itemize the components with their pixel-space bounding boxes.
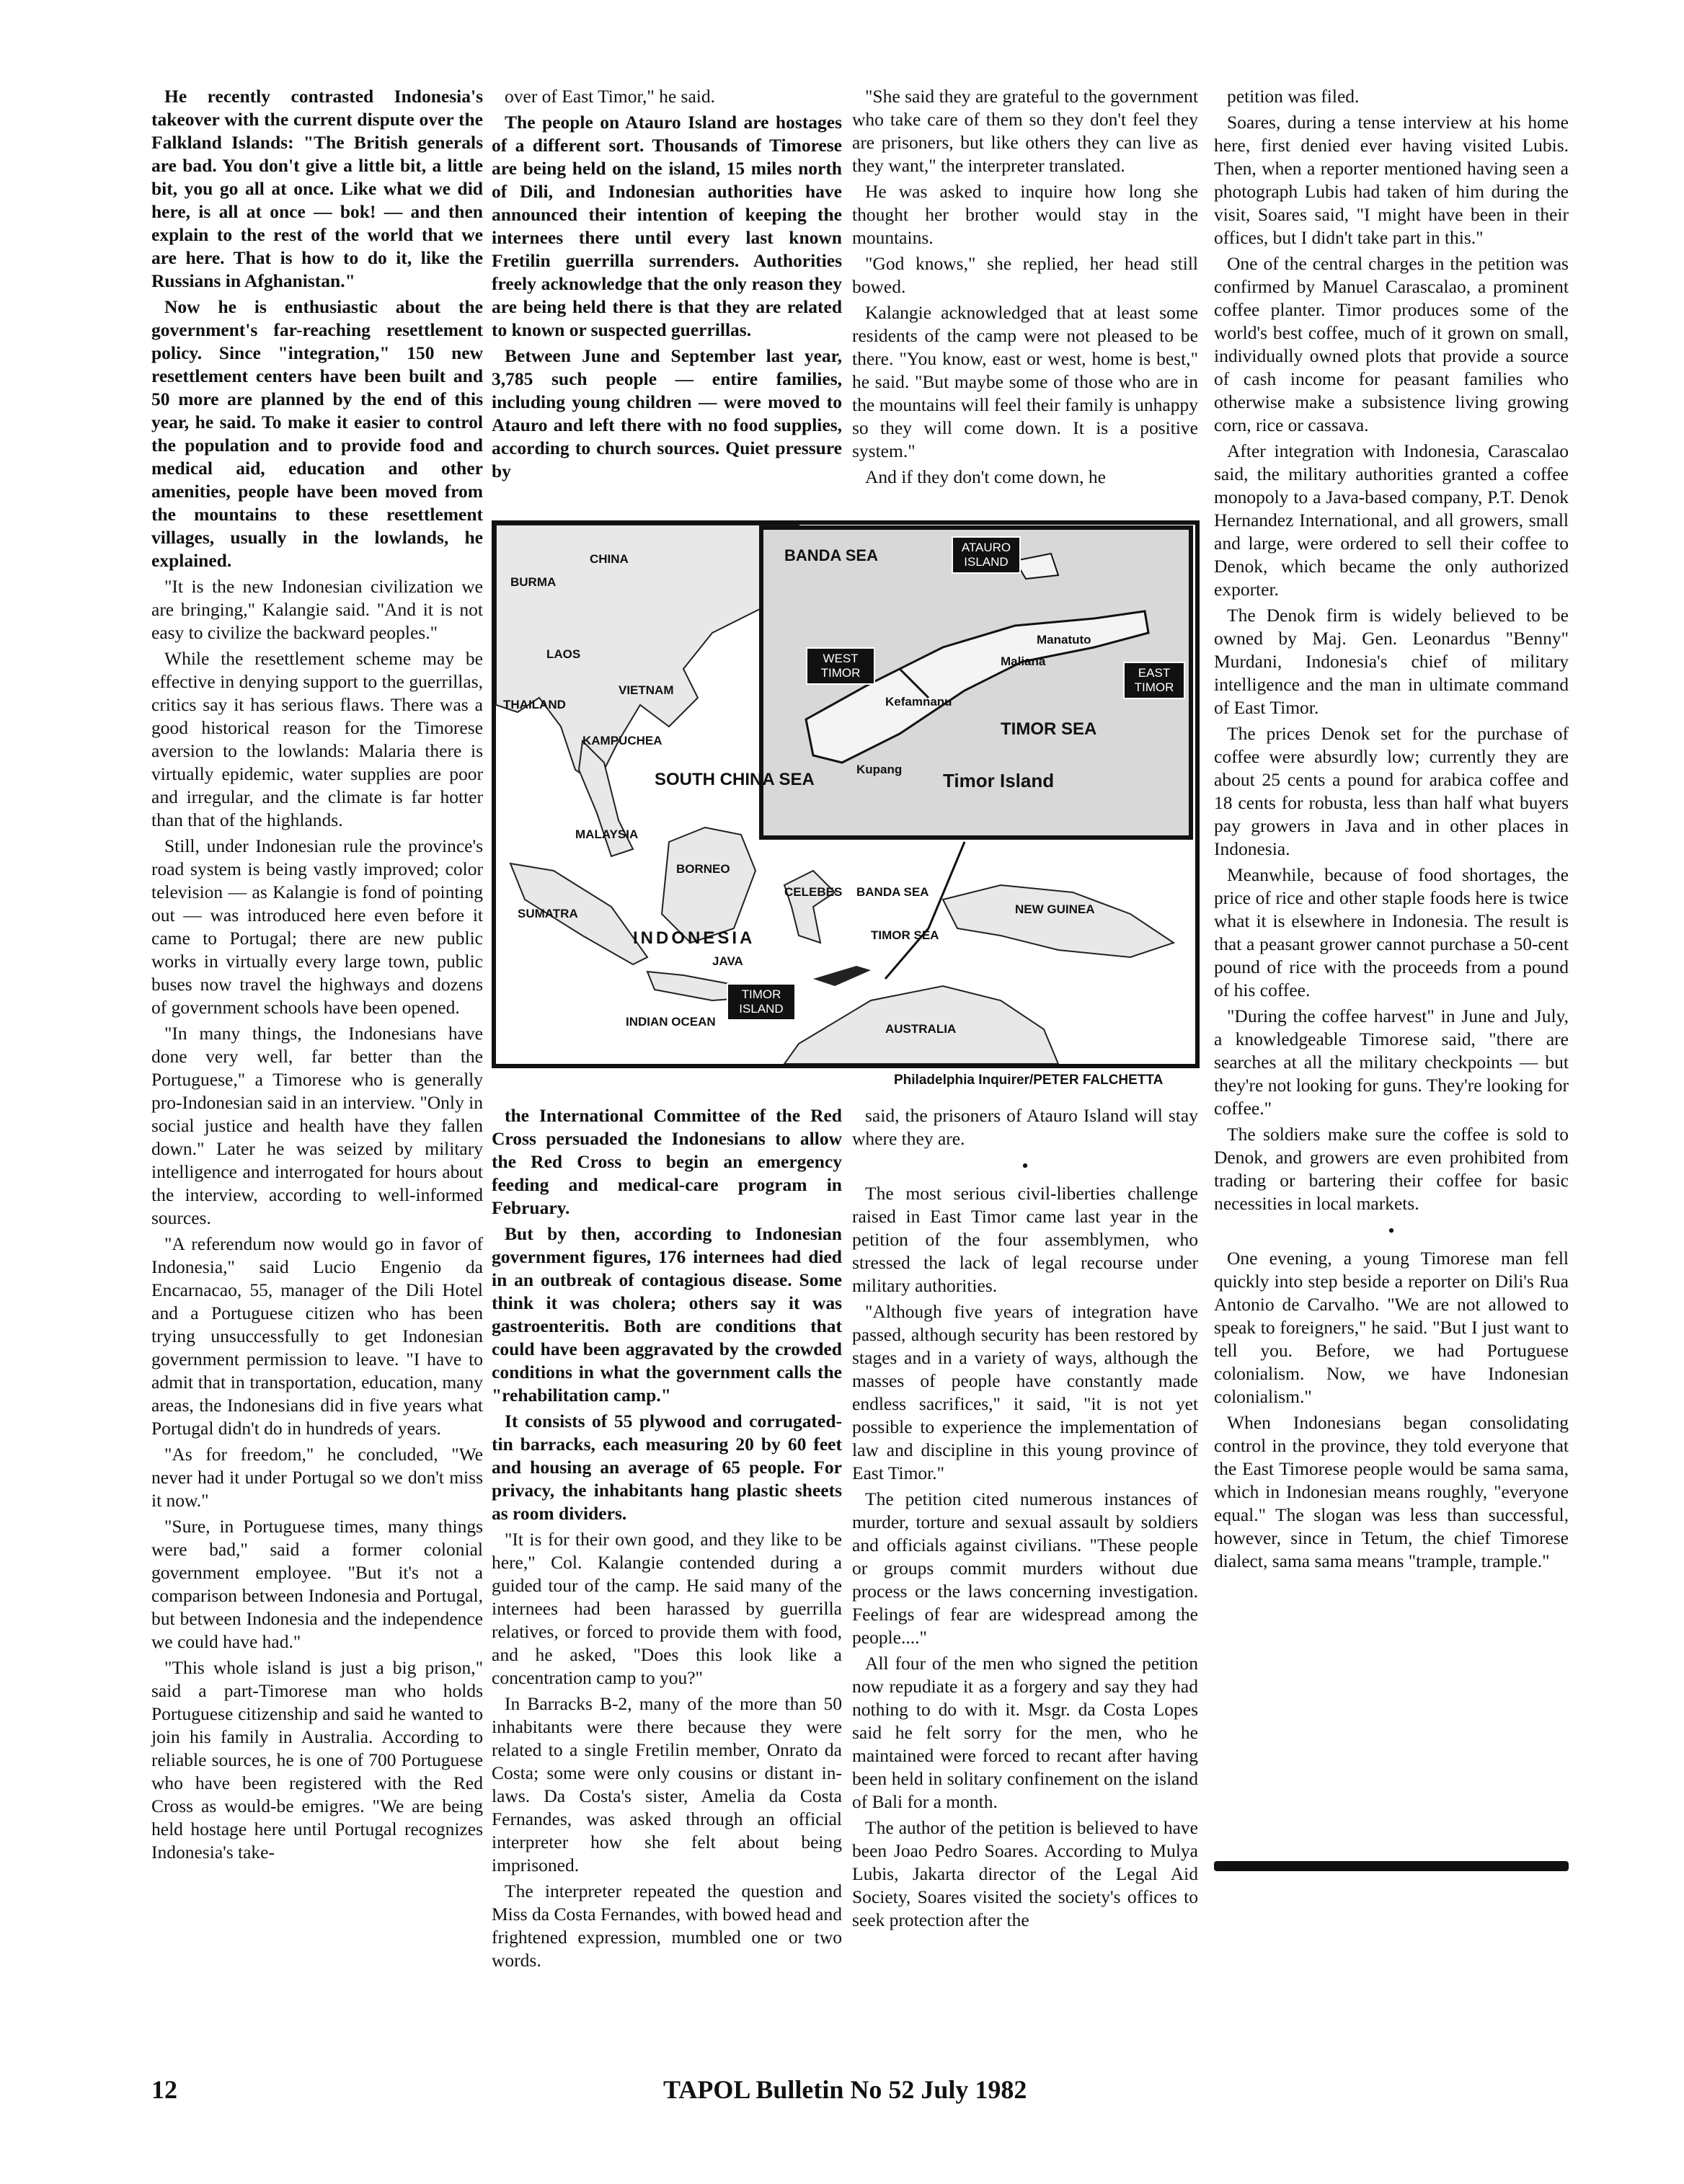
paragraph: "A referendum now would go in favor of Indonesia," said Lucio Engenio da Encarnacao, 55, manager of the Dili Hotel and a Portuguese citizen who has been trying unsuccessfully to get Indonesian government permission to leave. "I have to admit that in transportation, education, many areas, the Indonesians did in five years what Portugal didn't do in hundreds of years. [151,1233,483,1439]
paragraph: The most serious civil-liberties challenge raised in East Timor came last year in the petition of the four assemblymen, who stressed the lack of legal recourse under military authorities. [852,1183,1198,1296]
column-4 [1214,85,1569,1576]
map-label: INDONESIA [633,928,755,948]
paragraph: The author of the petition is believed to have been Joao Pedro Soares. According to Mulya Lubis, Jakarta director of the Legal Aid Society, Soares visited the society's offices to seek protection after the [852,1817,1198,1930]
paragraph: "This whole island is just a big prison," said a part-Timorese man who holds Portuguese citizenship and said he wanted to join his family in Australia. According to reliable sources, he is one of 700 Portuguese who have been registered with the Red Cross as would-be emigres. "We are being held hostage here until Portugal recognizes Indonesia's take- [151,1657,483,1863]
paragraph: "It is for their own good, and they like to be here," Col. Kalangie contended during a guided tour of the camp. He said many of the internees had been harassed by guerrilla relatives, or forced to provide them with food, and he asked, "Does this look like a concentration camp to you?" [492,1529,842,1688]
paragraph: Soares, during a tense interview at his home here, first denied ever having visited Lubis. Then, when a reporter mentioned having seen a photograph Lubis had taken of him during the visit, Soares said, "I might have been in their offices, but I didn't take part in this." [1214,112,1569,248]
paragraph: In Barracks B-2, many of the more than 50 inhabitants were there because they were related to a single Fretilin member, Onrato da Costa; some were only cousins or distant in-laws. Da Costa's sister, Amelia da Costa Fernandes, was asked through an official interpreter how she felt about being imprisoned. [492,1693,842,1876]
paragraph: One of the central charges in the petition was confirmed by Manuel Carascalao, a prominent coffee planter. Timor produces some of the world's best coffee, much of it grown on small, individually owned plots that provide a source of cash income for peasant families who otherwise make a subsistence living growing corn, rice or cassava. [1214,253,1569,435]
paragraph: said, the prisoners of Atauro Island will stay where they are. [852,1105,1198,1149]
map-label: KAMPUCHEA [582,734,662,747]
paragraph: "During the coffee harvest" in June and July, a knowledgeable Timorese said, "there are searches at all the military checkpoints — but they're not looking for guns. They're looking for coffee." [1214,1006,1569,1119]
paragraph: "Although five years of integration have passed, although security has been restored by stages and in a variety of ways, although the masses of people have constantly made endless sacrifices," it said, "it is not yet possible to experience the implementation of law and discipline in this young province of East Timor." [852,1301,1198,1483]
paragraph: When Indonesians began consolidating control in the province, they told everyone that the East Timorese people would be sama sama, which in Indonesian means roughly, "everyone equal." The slogan was less than successful, however, since in Tetum, the chief Timorese dialect, sama sama means "trample, trample." [1214,1412,1569,1571]
column-3-bottom [852,1104,1198,1935]
paragraph: The petition cited numerous instances of murder, torture and sexual assault by soldiers and officials against civilians. "These people or groups commit murders without due process or the laws concerning investigation. Feelings of fear are widespread among the people...." [852,1488,1198,1648]
paragraph: But by then, according to Indonesian government figures, 176 internees had died in an outbreak of contagious disease. Some think it was cholera; others say it was gastroenteritis. Both are conditions that could have been aggravated by the crowded conditions in what the government calls the "rehabilitation camp." [492,1223,842,1406]
paragraph: "It is the new Indonesian civilization we are bringing," Kalangie said. "And it is not easy to civilize the backward peoples." [151,576,483,643]
map-label: Kupang [856,763,903,776]
map-label: NEW GUINEA [1015,902,1095,916]
map-label: THAILAND [503,698,566,711]
paragraph: He recently contrasted Indonesia's takeover with the current dispute over the Falkland Islands: "The British generals are bad. You don't give a little bit, a little bit, you go all at once. Like what we did here, is all at once — bok! — and then explain to the rest of the world that we are here. That is how to do it, like the Russians in Afghanistan." [151,86,483,291]
map-label: BANDA SEA [784,546,878,564]
paragraph: The prices Denok set for the purchase of coffee were absurdly low; currently they are about 25 cents a pound for arabica coffee and 18 cents for robusta, less than half what buyers pay growers in Java and in other places in Indonesia. [1214,723,1569,859]
map-label: TIMOR SEA [871,928,939,942]
map-label: BURMA [510,575,557,589]
paragraph: Now he is enthusiastic about the government's far-reaching resettlement policy. Since "integration," 150 new resettlement centers have been built and 50 more are planned by the end of this year, he said. To make it easier to control the population and to provide food and medical aid, education and other amenities, people have been moved from the mountains to these resettlement villages, usually in the lowlands, he explained. [151,296,483,571]
paragraph: the International Committee of the Red Cross persuaded the Indonesians to allow the Red Cross to begin an emergency feeding and medical-care program in February. [492,1105,842,1218]
map-label: Kefamnanu [885,695,952,709]
column-1 [151,85,483,1867]
paragraph: Between June and September last year, 3,785 such people — entire families, including young children — were moved to Atauro and left there with no food supplies, according to church sources. Quiet pressure by [492,345,842,481]
column-3-top [852,85,1198,492]
map-label: TIMOR SEA [1001,719,1097,739]
map-label: BORNEO [676,862,730,876]
map-label: VIETNAM [619,683,674,697]
paragraph: "God knows," she replied, her head still bowed. [852,253,1198,297]
paragraph: "Sure, in Portuguese times, many things were bad," said a former colonial government employee. "But it's not a comparison between Indonesia and Portugal, but between Indonesia and the independence we could have had." [151,1516,483,1652]
paragraph: "In many things, the Indonesians have done very well, far better than the Portuguese," a Timorese who is generally pro-Indonesian said in an interview. "Only in social justice and health have they fallen down." Later he was seized by military intelligence and interrogated for hours about the interview, according to well-informed sources. [151,1023,483,1228]
map-label: INDIAN OCEAN [626,1015,716,1029]
map-label: AUSTRALIA [885,1022,957,1036]
paragraph: petition was filed. [1227,86,1360,107]
paragraph: One evening, a young Timorese man fell quickly into step beside a reporter on Dili's Rua Antonio de Carvalho. "We are not allowed to speak to foreigners," he said. "But I just want to tell you. Before, we had Portuguese colonialism. Now, we have Indonesian colonialism." [1214,1248,1569,1407]
map-figure [492,520,1200,1068]
page-number: 12 [151,2075,177,2104]
end-of-article-bar [1214,1861,1569,1871]
map-label: BANDA SEA [856,885,929,899]
map-label: JAVA [712,954,743,968]
paragraph: Kalangie acknowledged that at least some residents of the camp were not pleased to be there. "You know, east or west, home is best," he said. "But maybe some of those who are in the mountains will feel their family is unhappy so they will come down. It is a positive system." [852,302,1198,461]
east-timor-label: EAST TIMOR [1123,662,1185,699]
paragraph: He was asked to inquire how long she thought her brother would stay in the mountains. [852,181,1198,248]
section-bullet: • [1022,1155,1029,1176]
paragraph: "As for freedom," he concluded, "We never had it under Portugal so we don't miss it now." [151,1444,483,1511]
map-label: MALAYSIA [575,827,639,841]
paragraph: While the resettlement scheme may be effective in denying support to the guerrillas, critics say it has serious flaws. There was a good historical reason for the Timorese aversion to the lowlands: Malaria there is virtually epidemic, water supplies are poor and irregular, and the climate is far hotter than that of the highlands. [151,648,483,830]
map-label: Manatuto [1037,633,1091,647]
column-2-bottom [492,1104,842,1975]
paragraph: After integration with Indonesia, Carascalao said, the military authorities granted a coffee monopoly to a Java-based company, P.T. Denok Hernandez International, and all growers, small and large, were ordered to sell their coffee to Denok, which became the only authorized exporter. [1214,440,1569,600]
map-credit: Philadelphia Inquirer/PETER FALCHETTA [894,1073,1164,1088]
timor-island-label: TIMOR ISLAND [727,983,796,1021]
publication-title: TAPOL Bulletin No 52 July 1982 [663,2075,1027,2104]
map-label: SUMATRA [518,907,578,920]
paragraph: The soldiers make sure the coffee is sold to Denok, and growers are even prohibited from trading or bartering their coffee for basic necessities in local markets. [1214,1124,1569,1214]
map-label: CHINA [590,552,629,566]
paragraph: "She said they are grateful to the government who take care of them so they don't feel they are prisoners, but like others they can live as they want," the interpreter translated. [852,86,1198,176]
paragraph: All four of the men who signed the petition now repudiate it as a forgery and say they had nothing to do with it. Msgr. da Costa Lopes said he felt sorry for the men, who he maintained were forced to recant after having been held in solitary confinement on the island of Bali for a month. [852,1653,1198,1812]
map-label: Timor Island [943,770,1055,791]
paragraph: The Denok firm is widely believed to be owned by Maj. Gen. Leonardus "Benny" Murdani, Indonesia's chief of military intelligence and the man in ultimate command of East Timor. [1214,605,1569,718]
map-frame [492,520,1200,1068]
map-label: LAOS [546,647,581,661]
paragraph: Still, under Indonesian rule the province's road system is being vastly improved; color television — as Kalangie is fond of pointing out — was introduced here even before it came to Portugal; there are new public works in virtually every large town, public buses now travel the highways and dozens of government schools have been opened. [151,835,483,1018]
atauro-island-label: ATAURO ISLAND [952,536,1021,574]
map-label: SOUTH CHINA SEA [655,770,815,789]
paragraph: And if they don't come down, he [865,466,1106,487]
map-label: Maliana [1001,654,1046,668]
paragraph: The people on Atauro Island are hostages of a different sort. Thousands of Timorese are being held on the island, 15 miles north of Dili, and Indonesian authorities have announced their intention of keeping the internees there until every last known Fretilin guerrilla surrenders. Authorities freely acknowledge that the only reason they are being held there is that they are related to known or suspected guerrillas. [492,112,842,340]
paragraph: over of East Timor," he said. [505,86,715,107]
map-label: CELEBES [784,885,843,899]
column-2-top [492,85,842,486]
paragraph: It consists of 55 plywood and corrugated-tin barracks, each measuring 20 by 60 feet and housing an average of 65 people. For privacy, the inhabitants hang plastic sheets as room dividers. [492,1411,842,1524]
southeast-asia-map [496,525,1195,1064]
paragraph: Meanwhile, because of food shortages, the price of rice and other staple foods here is twice what it is elsewhere in Indonesia. The result is that a peasant grower cannot purchase a 50-cent pound of rice with the proceeds from a pound of his coffee. [1214,864,1569,1000]
section-bullet: • [1388,1220,1395,1241]
paragraph: The interpreter repeated the question and Miss da Costa Fernandes, with bowed head and frightened expression, mumbled one or two words. [492,1881,842,1971]
west-timor-label: WEST TIMOR [806,647,875,685]
